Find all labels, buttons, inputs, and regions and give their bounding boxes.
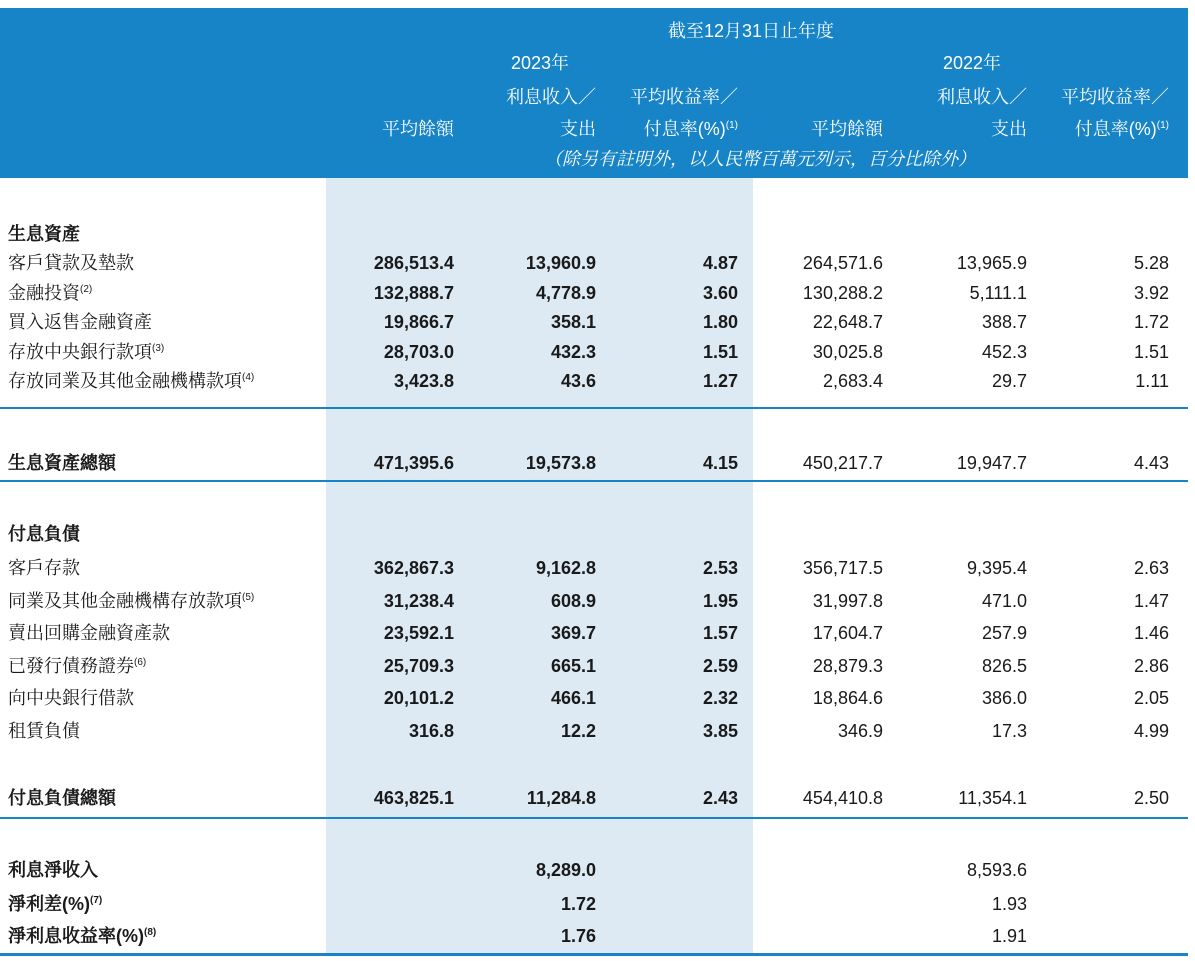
table-row: 租賃負債 316.8 12.2 3.85 346.9 17.3 4.99 — [8, 720, 1169, 741]
unit-note: （除另有註明外，以人民幣百萬元列示，百分比除外） — [544, 149, 976, 169]
col-avg-balance-2023: 平均餘額 — [382, 119, 454, 139]
col-interest-2023-l2: 支出 — [560, 119, 596, 139]
divider — [0, 817, 1188, 819]
col-yield-2022-l2: 付息率(%)$^{(1)}$ — [1074, 119, 1169, 139]
col-yield-2023-l2: 付息率(%)$^{(1)}$ — [643, 119, 738, 139]
table-row: 同業及其他金融機構存放款項$^{(5)}$ 31,238.4 608.9 1.95 31,997.8 471.0 1.47 — [8, 590, 1169, 611]
col-yield-2023-l1: 平均收益率／ — [630, 87, 738, 107]
table-row: 賣出回購金融資產款 23,592.1 369.7 1.57 17,604.7 257.9 1.46 — [8, 623, 1169, 643]
summary-row: 利息淨收入 8,289.0 8,593.6 — [8, 860, 1027, 880]
footnote: (4) — [242, 372, 255, 383]
footnote: (2) — [80, 283, 93, 295]
table-row-liabilities-total: 付息負債總額 463,825.1 11,284.8 2.43 454,410.8 11,354.1 2.50 — [8, 788, 1169, 808]
footnote-1: (1) — [1156, 120, 1169, 131]
table-row: 客戶貸款及墊款 286,513.4 13,960.9 4.87 264,571.6 13,965.9 5.28 — [8, 253, 1169, 273]
summary-row: 淨利差(%)$^{(7)}$ 1.72 1.93 — [8, 894, 1027, 914]
table-row: 金融投資$^{(2)}$ 132,888.7 4,778.9 3.60 130,288.2 5,111.1 3.92 — [8, 282, 1169, 303]
footnote: (6) — [134, 656, 147, 668]
table-row: 已發行債務證券$^{(6)}$ 25,709.3 665.1 2.59 28,879.3 826.5 2.86 — [8, 655, 1169, 676]
footnote: (5) — [242, 591, 255, 603]
table-header — [0, 8, 1188, 178]
divider — [0, 407, 1188, 409]
footnote: (3) — [152, 342, 165, 354]
col-avg-balance-2022: 平均餘額 — [811, 119, 883, 139]
table-row-assets-total: 生息資產總額 471,395.6 19,573.8 4.15 450,217.7 19,947.7 4.43 — [8, 453, 1169, 473]
section-title-liabilities: 付息負債 — [8, 524, 80, 544]
table-row: 存放中央銀行款項$^{(3)}$ 28,703.0 432.3 1.51 30,025.8 452.3 1.51 — [8, 341, 1169, 362]
col-yield-2022-l1: 平均收益率／ — [1061, 87, 1169, 107]
year-2023-heading: 2023年 — [510, 53, 570, 73]
table-row: 存放同業及其他金融機構款項$^{(4)}$ 3,423.8 43.6 1.27 2,683.4 29.7 1.11 — [8, 371, 1169, 391]
col-interest-2023-l1: 利息收入／ — [506, 87, 596, 107]
footnote: (7) — [90, 895, 103, 906]
year-2022-heading: 2022年 — [942, 53, 1002, 73]
divider — [0, 480, 1188, 482]
col-interest-2022-l2: 支出 — [991, 119, 1027, 139]
footnote-1: (1) — [725, 120, 738, 131]
bottom-rule — [0, 953, 1188, 956]
section-title-assets: 生息資產 — [8, 224, 80, 244]
table-row: 買入返售金融資產 19,866.7 358.1 1.80 22,648.7 388.7 1.72 — [8, 312, 1169, 332]
period-heading: 截至12月31日止年度 — [667, 21, 835, 41]
summary-row: 淨利息收益率(%)$^{(8)}$ 1.76 1.91 — [8, 926, 1027, 946]
table-row: 客戶存款 362,867.3 9,162.8 2.53 356,717.5 9,395.4 2.63 — [8, 558, 1169, 578]
footnote: (8) — [144, 927, 157, 938]
table-row: 向中央銀行借款 20,101.2 466.1 2.32 18,864.6 386.0 2.05 — [8, 688, 1169, 708]
col-interest-2022-l1: 利息收入／ — [937, 87, 1027, 107]
